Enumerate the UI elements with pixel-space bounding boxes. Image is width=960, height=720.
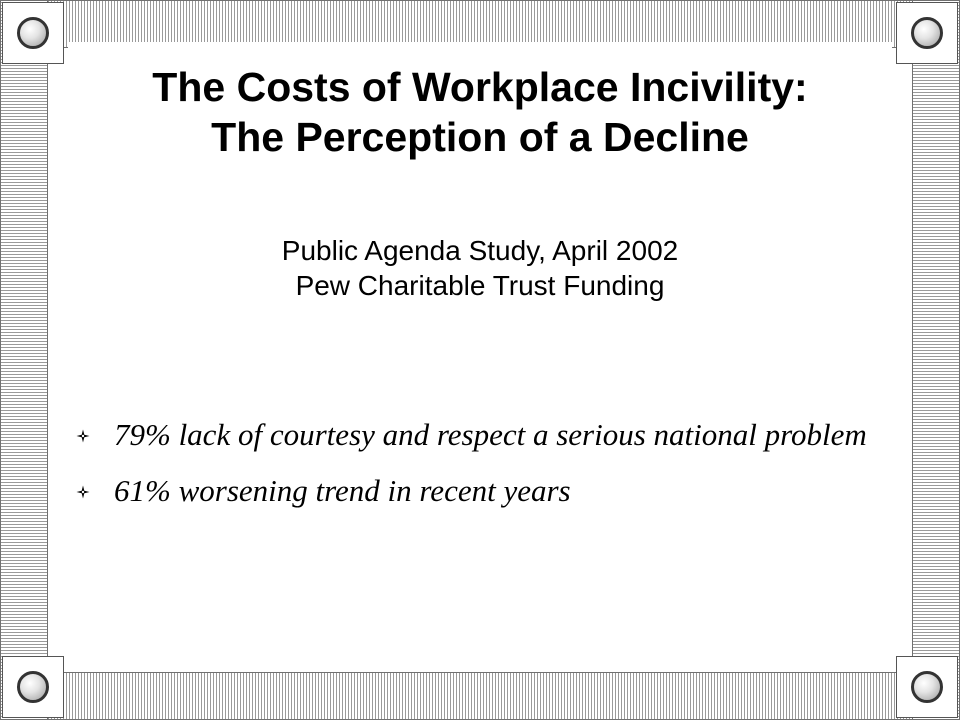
corner-block-top-left [2, 2, 64, 64]
slide-title-line-2: The Perception of a Decline [211, 114, 749, 160]
frame-top-bar [0, 0, 960, 48]
round-knob-icon [17, 671, 49, 703]
round-knob-icon [911, 671, 943, 703]
bullet-item [76, 412, 876, 458]
slide-subtitle [68, 233, 892, 303]
frame-bottom-bar [0, 672, 960, 720]
corner-block-top-right [896, 2, 958, 64]
bullet-list [76, 412, 876, 524]
round-knob-icon [911, 17, 943, 49]
corner-block-bottom-left [2, 656, 64, 718]
four-petal-ornament-icon [76, 429, 90, 443]
slide-title [68, 62, 892, 162]
slide-title-line-1: The Costs of Workplace Incivility: [152, 64, 808, 110]
subtitle-line-1: Public Agenda Study, April 2002 [281, 235, 679, 266]
bullet-item [76, 468, 876, 514]
frame-left-bar [0, 0, 48, 720]
round-knob-icon [17, 17, 49, 49]
corner-block-bottom-right [896, 656, 958, 718]
four-petal-ornament-icon [76, 485, 90, 499]
subtitle-line-2: Pew Charitable Trust Funding [295, 270, 665, 301]
bullet-text: 79% lack of courtesy and respect a serious national problem [114, 417, 867, 452]
frame-right-bar [912, 0, 960, 720]
bullet-text: 61% worsening trend in recent years [114, 473, 571, 508]
